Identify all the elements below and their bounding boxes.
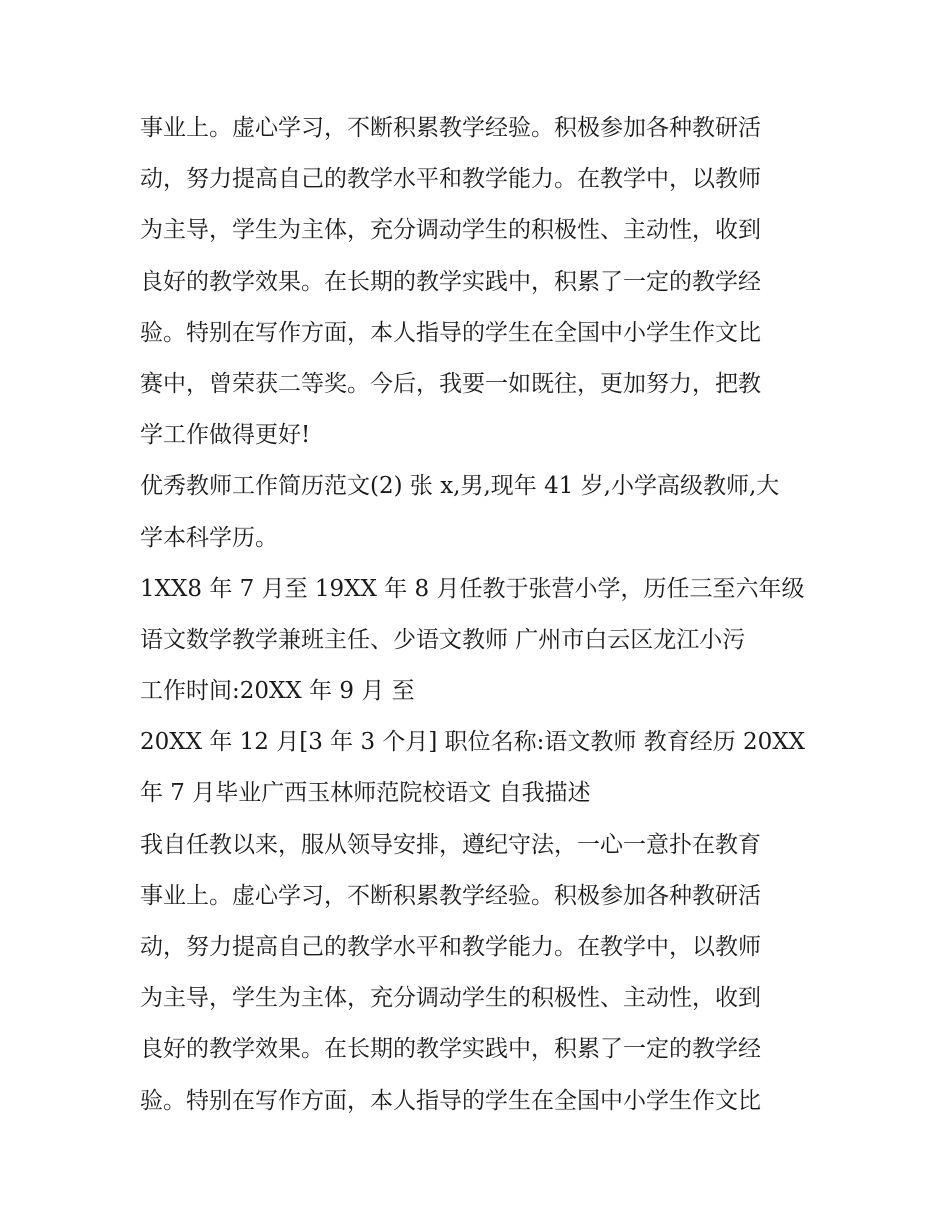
text-line: 事业上。虚心学习，不断积累教学经验。积极参加各种教研活 xyxy=(140,882,761,909)
text-line: 良好的教学效果。在长期的教学实践中，积累了一定的教学经 xyxy=(140,268,761,295)
text-line: 赛中，曾荣获二等奖。今后，我要一如既往，更加努力，把教 xyxy=(140,370,761,397)
text-line: 1XX8 年 7 月至 19XX 年 8 月任教于张营小学，历任三至六年级 xyxy=(140,575,805,602)
text-line: 为主导，学生为主体，充分调动学生的积极性、主动性，收到 xyxy=(140,217,761,244)
text-line: 事业上。虚心学习，不断积累教学经验。积极参加各种教研活 xyxy=(140,115,761,141)
text-line: 验。特别在写作方面，本人指导的学生在全国中小学生作文比 xyxy=(140,1087,761,1114)
text-line: 为主导，学生为主体，充分调动学生的积极性、主动性，收到 xyxy=(140,985,761,1012)
text-line: 动，努力提高自己的教学水平和教学能力。在教学中，以教师 xyxy=(140,166,761,193)
text-line: 验。特别在写作方面，本人指导的学生在全国中小学生作文比 xyxy=(140,319,761,346)
text-line: 优秀教师工作简历范文(2) 张 x,男,现年 41 岁,小学高级教师,大 xyxy=(140,473,780,500)
text-line: 学工作做得更好! xyxy=(140,422,311,449)
text-line: 良好的教学效果。在长期的教学实践中，积累了一定的教学经 xyxy=(140,1036,761,1063)
text-line: 学本科学历。 xyxy=(140,524,278,551)
text-line: 我自任教以来，服从领导安排，遵纪守法，一心一意扑在教育 xyxy=(140,831,761,858)
text-line: 20XX 年 12 月[3 年 3 个月] 职位名称:语文教师 教育经历 20XX xyxy=(140,729,806,756)
text-line: 语文数学教学兼班主任、少语文教师 广州市白云区龙江小污 xyxy=(140,626,746,653)
text-line: 动，努力提高自己的教学水平和教学能力。在教学中，以教师 xyxy=(140,934,761,960)
text-line: 年 7 月毕业广西玉林师范院校语文 自我描述 xyxy=(140,780,591,807)
document-body xyxy=(140,103,820,1127)
text-line: 工作时间:20XX 年 9 月 至 xyxy=(140,678,415,705)
